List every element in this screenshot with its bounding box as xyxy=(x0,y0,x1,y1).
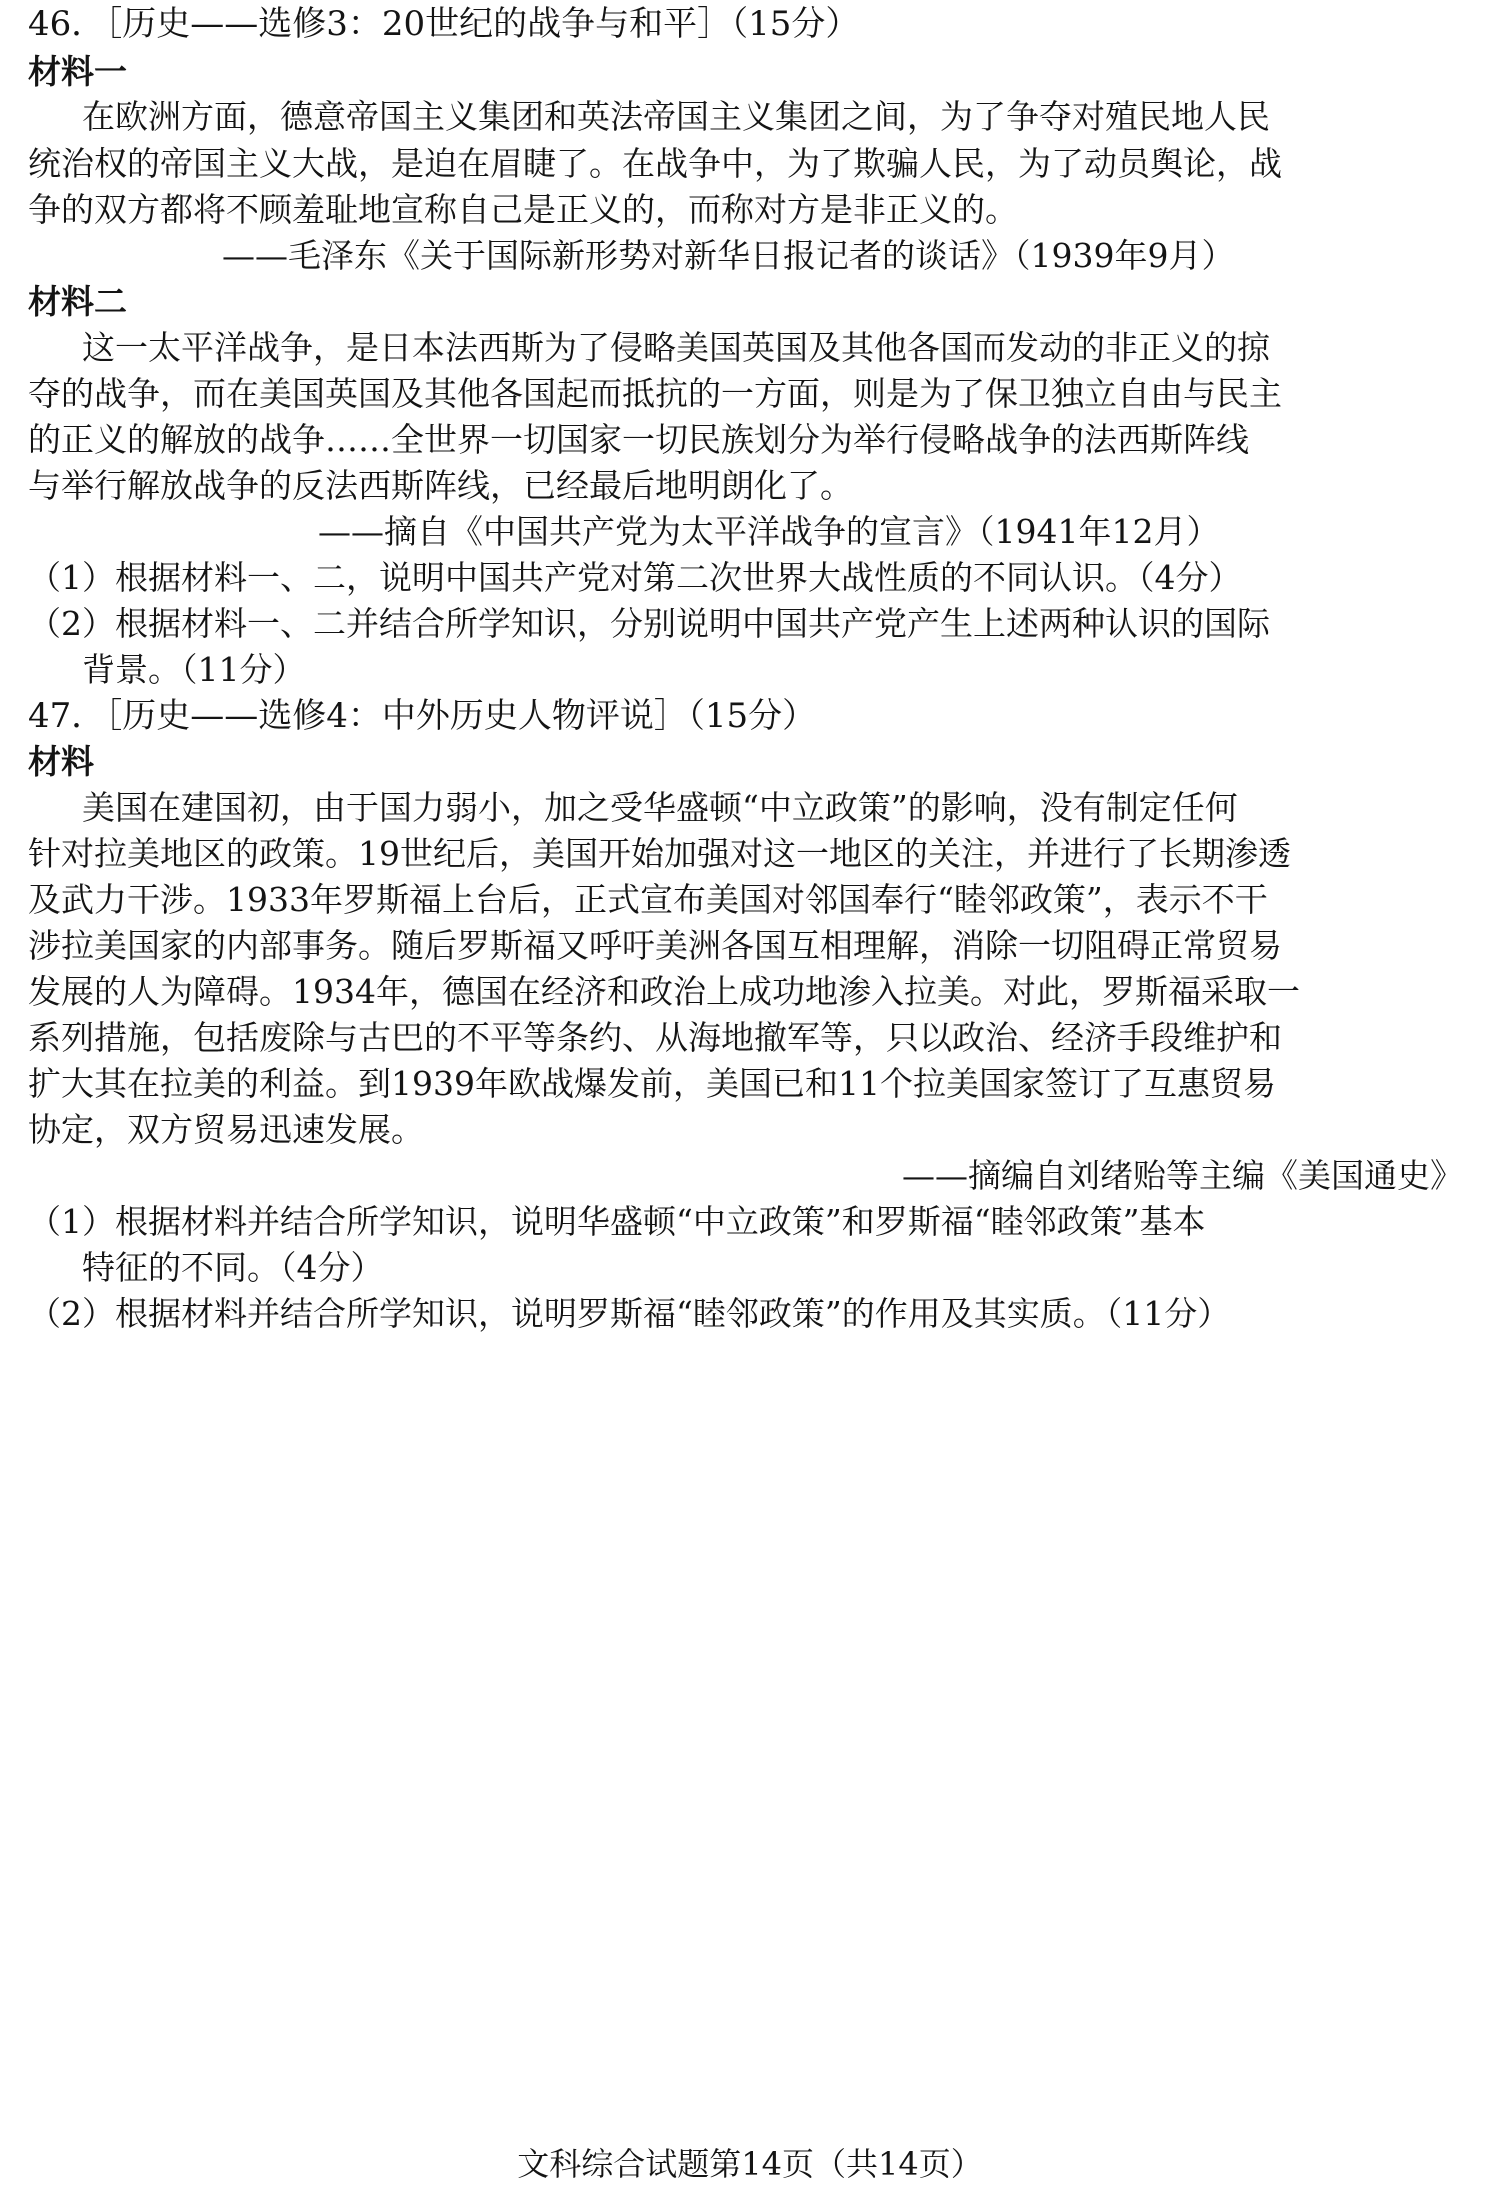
q47-question-1: （1）根据材料并结合所学知识，说明华盛顿“中立政策”和罗斯福“睦邻政策”基本 xyxy=(28,1202,1206,1241)
q46-material1-line: 在欧洲方面，德意帝国主义集团和英法帝国主义集团之间，为了争夺对殖民地人民 xyxy=(82,97,1270,136)
q46-material2-line: 的正义的解放的战争……全世界一切国家一切民族划分为举行侵略战争的法西斯阵线 xyxy=(28,420,1249,459)
q47-material-line: 针对拉美地区的政策。19世纪后，美国开始加强对这一地区的关注，并进行了长期渗透 xyxy=(28,834,1291,873)
q47-material-line: 系列措施，包括废除与古巴的不平等条约、从海地撤军等，只以政治、经济手段维护和 xyxy=(28,1018,1282,1057)
q46-material1-label: 材料一 xyxy=(28,52,127,91)
q47-material-line: 及武力干涉。1933年罗斯福上台后，正式宣布美国对邻国奉行“睦邻政策”，表示不干 xyxy=(28,880,1268,919)
q47-material-line: 发展的人为障碍。1934年，德国在经济和政治上成功地渗入拉美。对此，罗斯福采取一 xyxy=(28,972,1300,1011)
q47-material-label: 材料 xyxy=(28,742,94,781)
q46-material2-line: 与举行解放战争的反法西斯阵线，已经最后地明朗化了。 xyxy=(28,466,853,505)
q46-material1-source: ——毛泽东《关于国际新形势对新华日报记者的谈话》（1939年9月） xyxy=(222,236,1235,275)
q47-question-2: （2）根据材料并结合所学知识，说明罗斯福“睦邻政策”的作用及其实质。（11分） xyxy=(28,1294,1231,1333)
q46-question-1: （1）根据材料一、二，说明中国共产党对第二次世界大战性质的不同认识。（4分） xyxy=(28,558,1242,597)
q46-material1-line: 争的双方都将不顾羞耻地宣称自己是正义的，而称对方是非正义的。 xyxy=(28,190,1018,229)
q46-material2-line: 这一太平洋战争，是日本法西斯为了侵略美国英国及其他各国而发动的非正义的掠 xyxy=(82,328,1270,367)
page-footer: 文科综合试题第14页（共14页） xyxy=(517,2145,983,2183)
q47-material-line: 扩大其在拉美的利益。到1939年欧战爆发前，美国已和11个拉美国家签订了互惠贸易 xyxy=(28,1064,1276,1103)
q47-heading: 47．［历史——选修4：中外历史人物评说］（15分） xyxy=(28,696,817,736)
q47-material-source: ——摘编自刘绪贻等主编《美国通史》 xyxy=(902,1156,1463,1195)
q46-question-2: （2）根据材料一、二并结合所学知识，分别说明中国共产党产生上述两种认识的国际 xyxy=(28,604,1270,643)
q46-question-2-cont: 背景。（11分） xyxy=(82,650,306,689)
q47-material-line: 协定，双方贸易迅速发展。 xyxy=(28,1110,424,1149)
q46-material1-line: 统治权的帝国主义大战，是迫在眉睫了。在战争中，为了欺骗人民，为了动员舆论，战 xyxy=(28,144,1282,183)
q47-question-1-cont: 特征的不同。（4分） xyxy=(82,1248,384,1287)
q46-material2-label: 材料二 xyxy=(28,282,127,321)
q46-material2-source: ——摘自《中国共产党为太平洋战争的宣言》（1941年12月） xyxy=(318,512,1220,551)
q47-material-line: 美国在建国初，由于国力弱小，加之受华盛顿“中立政策”的影响，没有制定任何 xyxy=(82,788,1238,827)
q46-heading: 46．［历史——选修3：20世纪的战争与和平］（15分） xyxy=(28,4,860,44)
q46-material2-line: 夺的战争，而在美国英国及其他各国起而抵抗的一方面，则是为了保卫独立自由与民主 xyxy=(28,374,1282,413)
q47-material-line: 涉拉美国家的内部事务。随后罗斯福又呼吁美洲各国互相理解，消除一切阻碍正常贸易 xyxy=(28,926,1282,965)
